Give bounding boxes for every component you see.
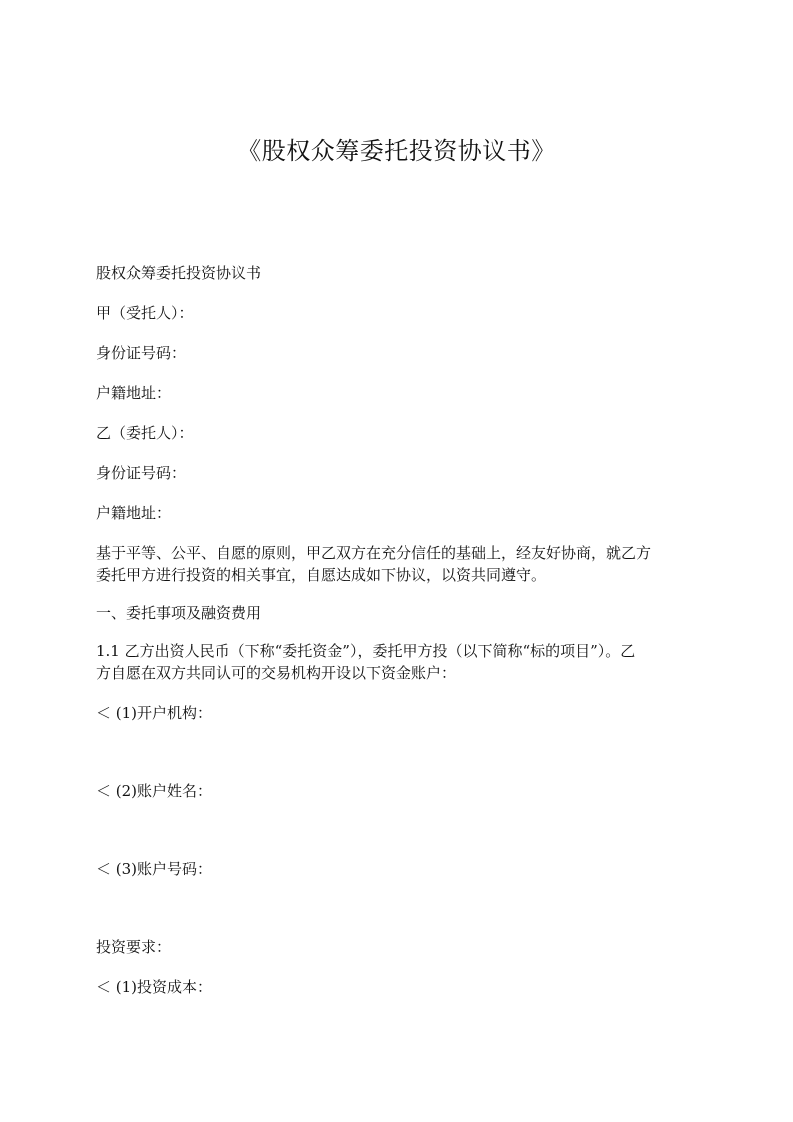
clause-1-1-line-2: 方自愿在双方共同认可的交易机构开设以下资金账户：	[96, 664, 457, 682]
account-name-label: ＜ (2)账户姓名：	[96, 782, 213, 800]
account-number-label: ＜ (3)账户号码：	[96, 860, 213, 878]
document-subtitle: 股权众筹委托投资协议书	[96, 264, 262, 282]
party-a-address-label: 户籍地址：	[96, 384, 172, 402]
clause-1-1-line-1: 1.1 乙方出资人民币（下称“委托资金”），委托甲方投（以下简称“标的项目”）。乙	[96, 642, 636, 660]
section-1-heading: 一、委托事项及融资费用	[96, 604, 262, 622]
document-title: 《股权众筹委托投资协议书》	[237, 137, 556, 165]
investment-requirements-heading: 投资要求：	[96, 938, 172, 956]
clause-1-1	[96, 640, 696, 684]
party-a-id-label: 身份证号码：	[96, 344, 187, 362]
investment-cost-label: ＜ (1)投资成本：	[96, 978, 213, 996]
intro-line-2: 委托甲方进行投资的相关事宜，自愿达成如下协议，以资共同遵守。	[96, 566, 547, 584]
intro-paragraph	[96, 542, 696, 586]
account-institution-label: ＜ (1)开户机构：	[96, 704, 213, 722]
intro-line-1: 基于平等、公平、自愿的原则，甲乙双方在充分信任的基础上，经友好协商，就乙方	[96, 544, 652, 562]
party-a-label: 甲（受托人）：	[96, 304, 194, 322]
party-b-address-label: 户籍地址：	[96, 504, 172, 522]
party-b-id-label: 身份证号码：	[96, 464, 187, 482]
party-b-label: 乙（委托人）：	[96, 424, 194, 442]
